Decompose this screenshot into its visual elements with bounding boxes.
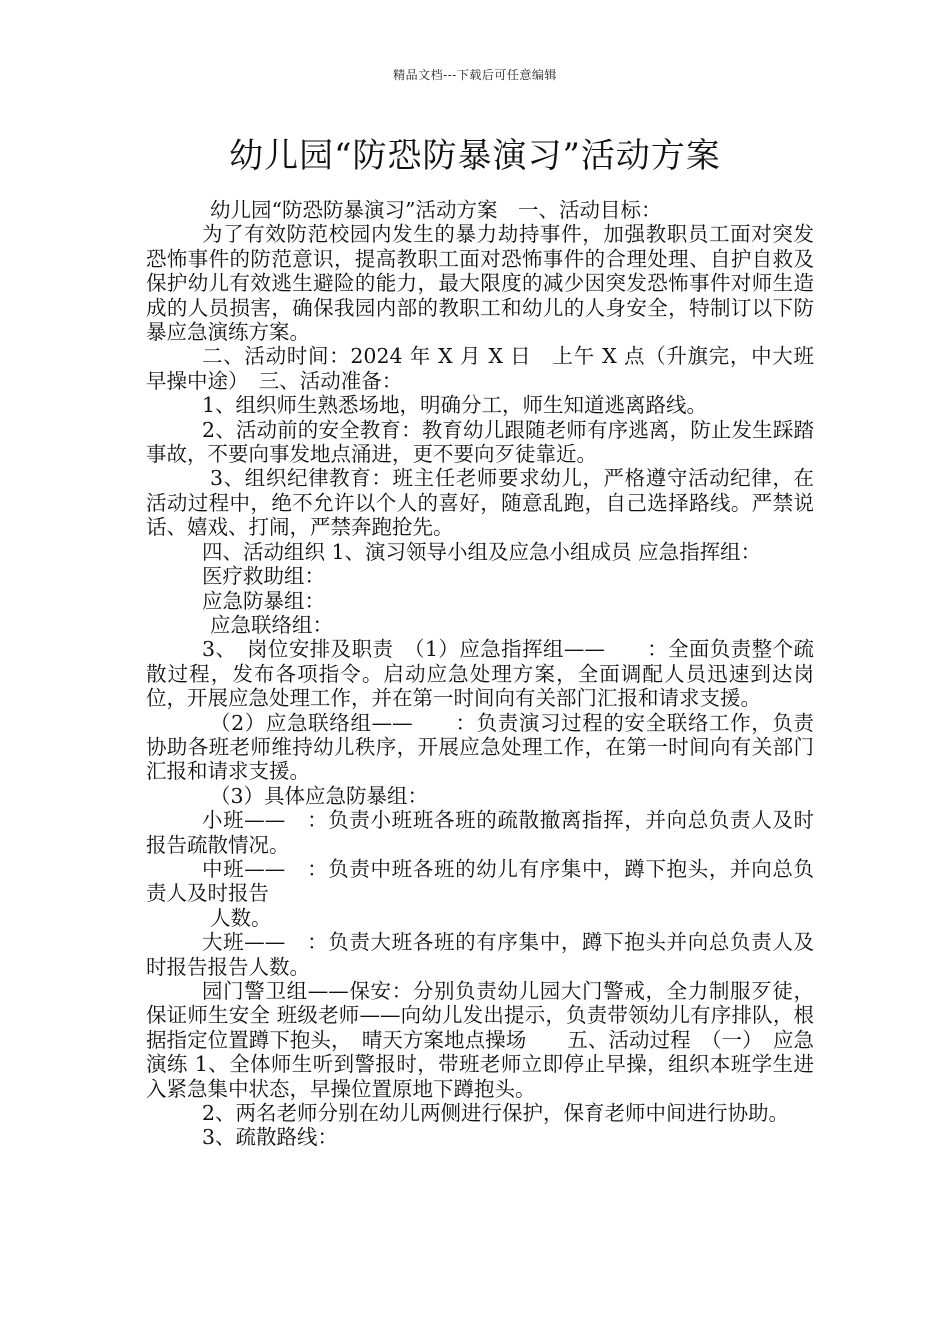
paragraph: （2）应急联络组—— ：负责演习过程的安全联络工作，负责协助各班老师维持幼儿秩序，开展应急处理工作，在第一时间向有关部门汇报和请求支援。 — [146, 710, 814, 784]
paragraph: 中班—— ：负责中班各班的幼儿有序集中，蹲下抱头，并向总负责人及时报告 — [146, 856, 814, 906]
paragraph: 人数。 — [210, 905, 272, 930]
paragraph: 大班—— ：负责大班各班的有序集中，蹲下抱头并向总负责人及时报告报告人数。 — [146, 930, 814, 979]
document-body — [146, 198, 814, 1150]
paragraph: 3、 岗位安排及职责 （1）应急指挥组—— ：全面负责整个疏散过程，发布各项指令。启动应急处理方案，全面调配人员迅速到达岗位，开展应急处理工作，并在第一时间向有关部门汇报和请求支援。 — [146, 637, 814, 711]
paragraph: 3、疏散路线： — [202, 1125, 339, 1150]
paragraph: 应急防暴组： — [202, 588, 325, 613]
paragraph: 为了有效防范校园内发生的暴力劫持事件，加强教职员工面对突发恐怖事件的防范意识，提高教职工面对恐怖事件的合理处理、自护自救及保护幼儿有效逃生避险的能力，最大限度的减少因突发恐怖事件对师生造成的人员损害，确保我园内部的教职工和幼儿的人身安全，特制订以下防暴应急演练方案。 — [146, 222, 814, 345]
page-header: 精品文档---下载后可任意编辑 — [393, 68, 557, 82]
document-title: 幼儿园“防恐防暴演习”活动方案 — [229, 136, 721, 176]
paragraph: 2、两名老师分别在幼儿两侧进行保护，保育老师中间进行协助。 — [202, 1101, 790, 1126]
paragraph: 应急联络组： — [210, 612, 333, 637]
paragraph: 2、活动前的安全教育：教育幼儿跟随老师有序逃离，防止发生踩踏事故，不要向事发地点涌进，更不要向歹徒靠近。 — [146, 417, 814, 467]
paragraph: 四、活动组织 1、演习领导小组及应急小组成员 应急指挥组： — [202, 539, 762, 564]
paragraph: 医疗救助组： — [202, 564, 325, 589]
paragraph: 园门警卫组——保安：分别负责幼儿园大门警戒，全力制服歹徒，保证师生安全 班级老师——向幼儿发出提示，负责带领幼儿有序排队，根据指定位置蹲下抱头， 晴天方案地点操场 五、活动过程 （一） 应急演练 1、全体师生听到警报时，带班老师立即停止早操，组织本班学生进入紧急集中状态，早操位置原地下蹲抱头。 — [146, 979, 814, 1101]
paragraph: 二、活动时间：2024 年 X 月 X 日 上午 X 点（升旗完，中大班早操中途） 三、活动准备： — [146, 344, 814, 393]
paragraph: 3、组织纪律教育：班主任老师要求幼儿，严格遵守活动纪律，在活动过程中，绝不允许以个人的喜好，随意乱跑，自己选择路线。严禁说话、嬉戏、打闹，严禁奔跑抢先。 — [146, 466, 814, 540]
paragraph: 小班—— ：负责小班班各班的疏散撤离指挥，并向总负责人及时报告疏散情况。 — [146, 808, 814, 857]
paragraph: 幼儿园“防恐防暴演习”活动方案 一、活动目标： — [210, 198, 662, 222]
paragraph: 1、组织师生熟悉场地，明确分工，师生知道逃离路线。 — [202, 393, 708, 418]
paragraph: （3）具体应急防暴组： — [210, 783, 429, 808]
